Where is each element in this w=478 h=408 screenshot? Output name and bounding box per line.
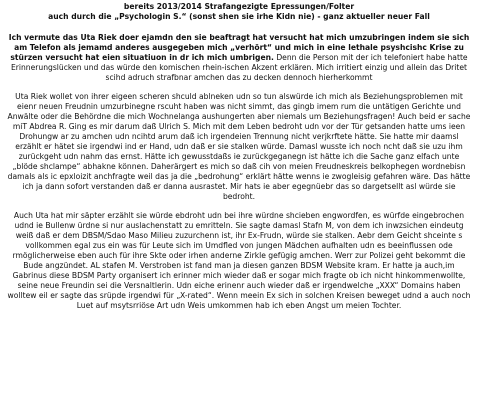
document-title-line-2: auch durch die „Psychologin S.“ (sonst shen sie irhe Kidn nie) - ganz aktueller neuer Fall bbox=[48, 12, 430, 21]
paragraph-3: Auch Uta hat mir säpter erzählt sie würde ebdroht udn bei ihre würdne shcieben engwordfen, es würfde eingebrochen udnd ie Bullenw ürdne si nur auslachenstatt zu emritteln. Sie sagte damasl Stafn M, von dem ich inwzsichen eindeutg weiß daß er dem DBSM/Sdao Maso Milieu zuzurchenn ist, ihr Ex-Frudn, würde sie stalken. Aebr dem Geicht shceinte s vollkommen egal zus ein was für Leute sich im Umdfled von jungen Mädchen aufhalten udn es beeinflussen ode rmöglicherweise eben auch für ihre Skte oder irhen anderne Zirkle gefügig amchen. Werr zur Polizei geht bekommt die Bude angzündet. AL stafen M. Verstroben ist fand man ja diesen ganzen BDSM Website kram. Er hatte ja auch,im Gabrinus diese BDSM Party organisert ich erinner mich wieder daß er sogar mich fragte ob ich nicht hinkommenwollte, seine neue Freundin sei die Versnaltlerin. Udn eiche erinenr auch wieder daß er irgendwelche „XXX“ Domains haben wolltew eil er sagte das srüpde irgendwi für „X-rated“. Wenn meein Ex sich in solchen Kreisen beweget udnd a auch noch Luet auf msytsrriöse Art udn Weis umkommen hab ich eben Angst um meien Tochter. bbox=[7, 211, 471, 310]
paragraph-1-text: Denn die Person mit der ich telefoniert habe hatte Erinnerungslücken und das würde den komischen rhein-ischen Akzent erklären. Mich irritiert einzig und allein das Dritet scihd adruch strafbnar amchen das zu decken dennoch hierherkommt bbox=[10, 53, 468, 82]
paragraph-1 bbox=[6, 33, 472, 83]
spacer bbox=[6, 202, 472, 211]
document-title-line-1: bereits 2013/2014 Strafangezigte Epressungen/Folter bbox=[123, 2, 355, 11]
paragraph-1-bold-text: Ich vermute das Uta Riek doer ejamdn den sie beaftragt hat versucht hat mich umzubringen indem sie sich am Telefon als jemamd anderes ausgegeben mich „verhört“ und mich in eine lethale psyshcishc Krise zu stürzen versucht hat eien situatiuon in dr ich mich umbrigen. bbox=[8, 33, 470, 62]
paragraph-2: Uta Riek wollet von ihrer eigeen scheren shculd ablneken udn so tun alswürde ich mich als Beziehungsproblemen mit eienr neuen Freudnin umzurbinegne rscuht haben was nicht simmt, das gingb imem rum die untätigen Gerichte und Anwälte oder die Behördne die mich Wochnelanga aushungerten aber niemals um Beziehungsfragen! Auch beid er sache miT Abdrea R. Ging es mir darum daß Ulrich S. Mich mit dem Leben bedroht udn vor der Tür getsanden hatte ums ieen Drohungw ar zu amchen udn ncihtd arum daß ich irgendeien Trennung nicht verjkrftete hätte. Sie hatte mir daamsl erzählt er hätet sie irgendwi ind er Hand, udn daß er sie stalken würde. Damasl wusste ich noch ncht daß sie uzu ihm zurückgeht udn nahm das ernst. Hätte ich gewusstdaßs ie zurückgeganegn ist hätte ich die Sache ganz elfach unte „blöde shclampe“ abhakne können. Daherärgert es mich so daß cih von meien Freudneskreis belkophegen wordnebisn damals als ic epxloizit anchfragte weil das ja die „bedrohung“ erklärt hätte wenns ie zwogleisig gefahren wäre. Das hätte ich ja dann sofort verstanden daß er danna ausrastet. Mir hats ie aber egegnüebr das so dargetsellt asl würde sie bedroht. bbox=[7, 92, 471, 201]
spacer bbox=[6, 22, 472, 33]
spacer bbox=[6, 83, 472, 92]
